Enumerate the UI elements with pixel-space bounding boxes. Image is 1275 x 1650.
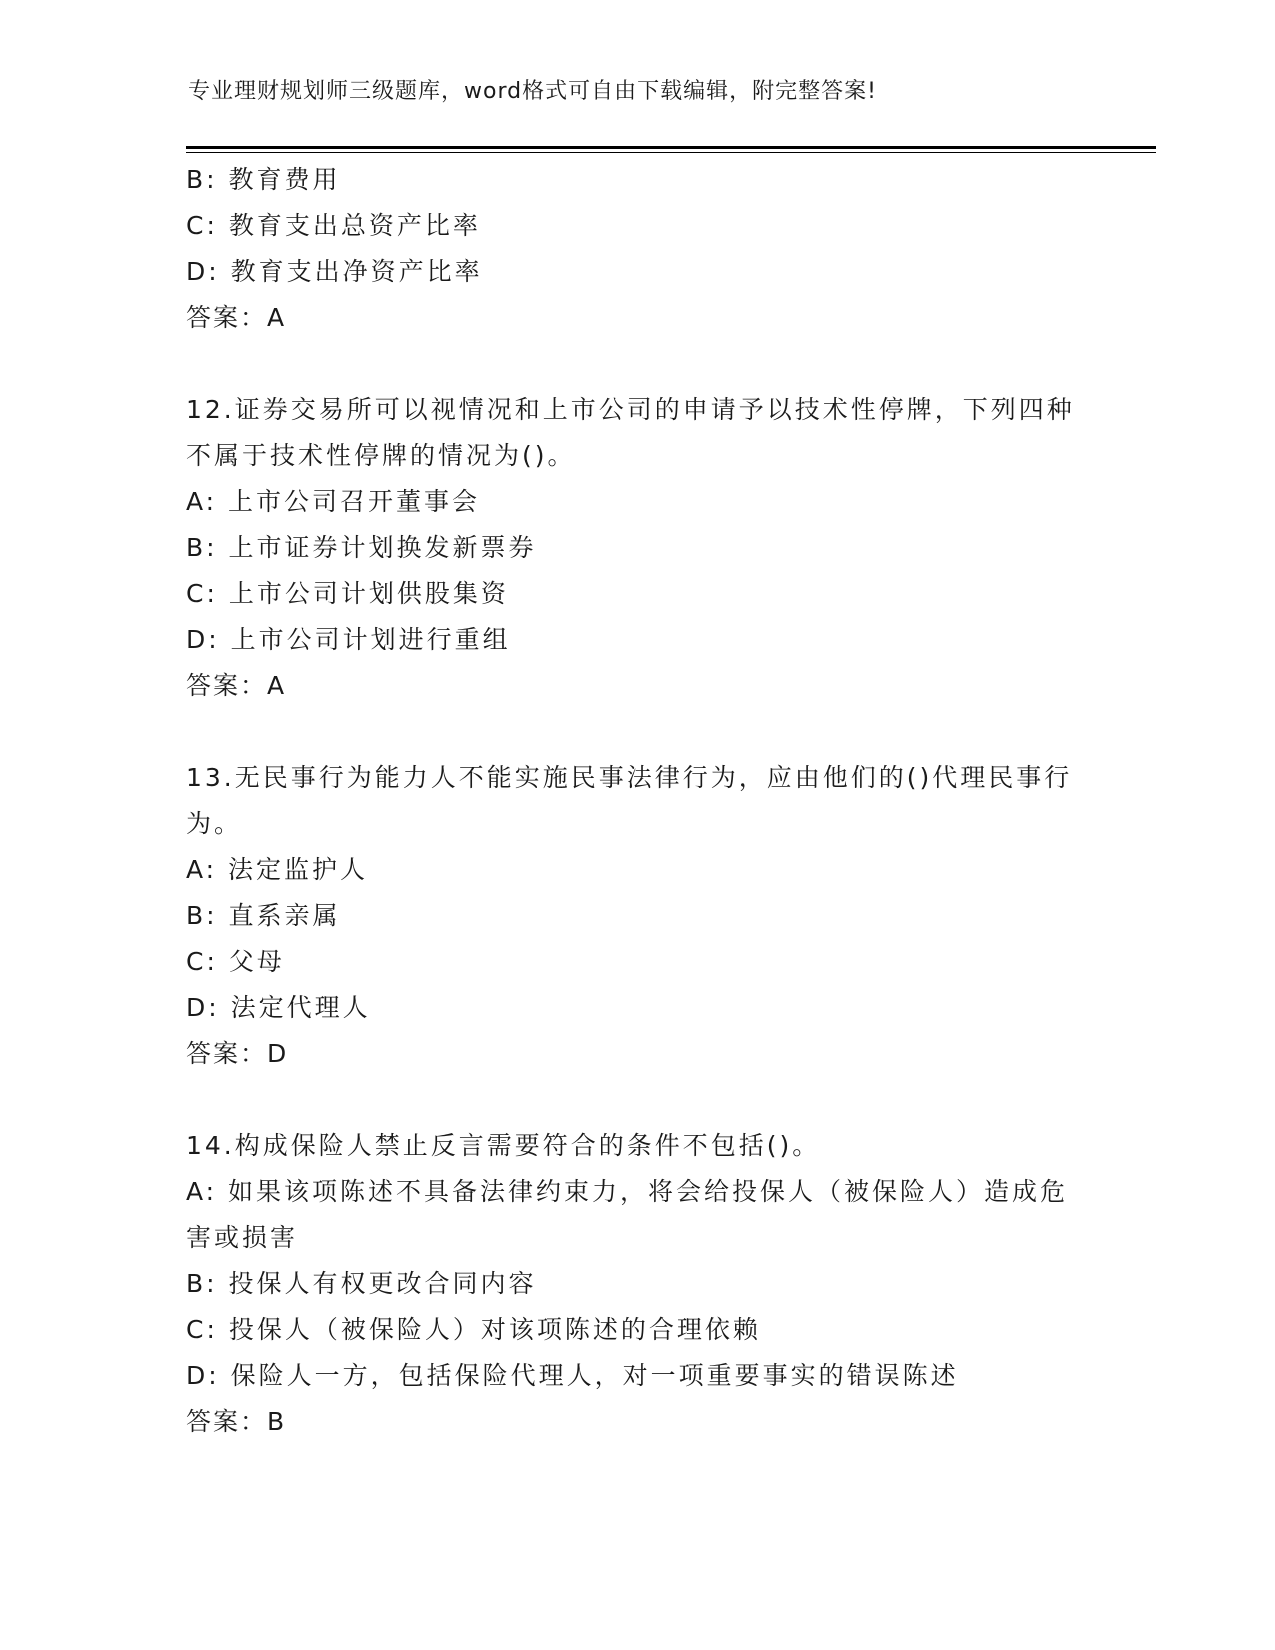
question-12: [186, 387, 1086, 709]
option-d: D: 上市公司计划进行重组: [186, 625, 511, 654]
option-c: C: 父母: [186, 947, 285, 976]
document-header: 专业理财规划师三级题库，word格式可自由下载编辑，附完整答案!: [188, 79, 877, 104]
question-14: [186, 1123, 1086, 1445]
option-a: A: 上市公司召开董事会: [186, 487, 481, 516]
option-c: C: 教育支出总资产比率: [186, 211, 481, 240]
question-13: [186, 755, 1086, 1077]
option-d: D: 法定代理人: [186, 993, 371, 1022]
option-c: C: 投保人（被保险人）对该项陈述的合理依赖: [186, 1315, 761, 1344]
question-stem: 13.无民事行为能力人不能实施民事法律行为，应由他们的()代理民事行为。: [186, 763, 1073, 838]
option-c: C: 上市公司计划供股集资: [186, 579, 509, 608]
question-content: [186, 157, 1086, 1445]
partial-question: [186, 157, 1086, 341]
option-a: A: 如果该项陈述不具备法律约束力，将会给投保人（被保险人）造成危害或损害: [186, 1177, 1069, 1252]
option-d: D: 保险人一方，包括保险代理人，对一项重要事实的错误陈述: [186, 1361, 959, 1390]
option-b: B: 直系亲属: [186, 901, 341, 930]
option-d: D: 教育支出净资产比率: [186, 257, 483, 286]
option-a: A: 法定监护人: [186, 855, 369, 884]
spacer: [186, 709, 1086, 755]
header-rule-thin: [186, 152, 1156, 153]
answer-line: 答案：A: [186, 303, 287, 332]
answer-line: 答案：B: [186, 1407, 287, 1436]
answer-line: 答案：D: [186, 1039, 289, 1068]
option-b: B: 教育费用: [186, 165, 341, 194]
answer-line: 答案：A: [186, 671, 287, 700]
question-stem: 12.证券交易所可以视情况和上市公司的申请予以技术性停牌，下列四种不属于技术性停牌的情况为()。: [186, 395, 1075, 470]
spacer: [186, 341, 1086, 387]
option-b: B: 上市证券计划换发新票券: [186, 533, 537, 562]
header-rule-thick: [186, 146, 1156, 149]
spacer: [186, 1077, 1086, 1123]
question-stem: 14.构成保险人禁止反言需要符合的条件不包括()。: [186, 1131, 821, 1160]
option-b: B: 投保人有权更改合同内容: [186, 1269, 537, 1298]
